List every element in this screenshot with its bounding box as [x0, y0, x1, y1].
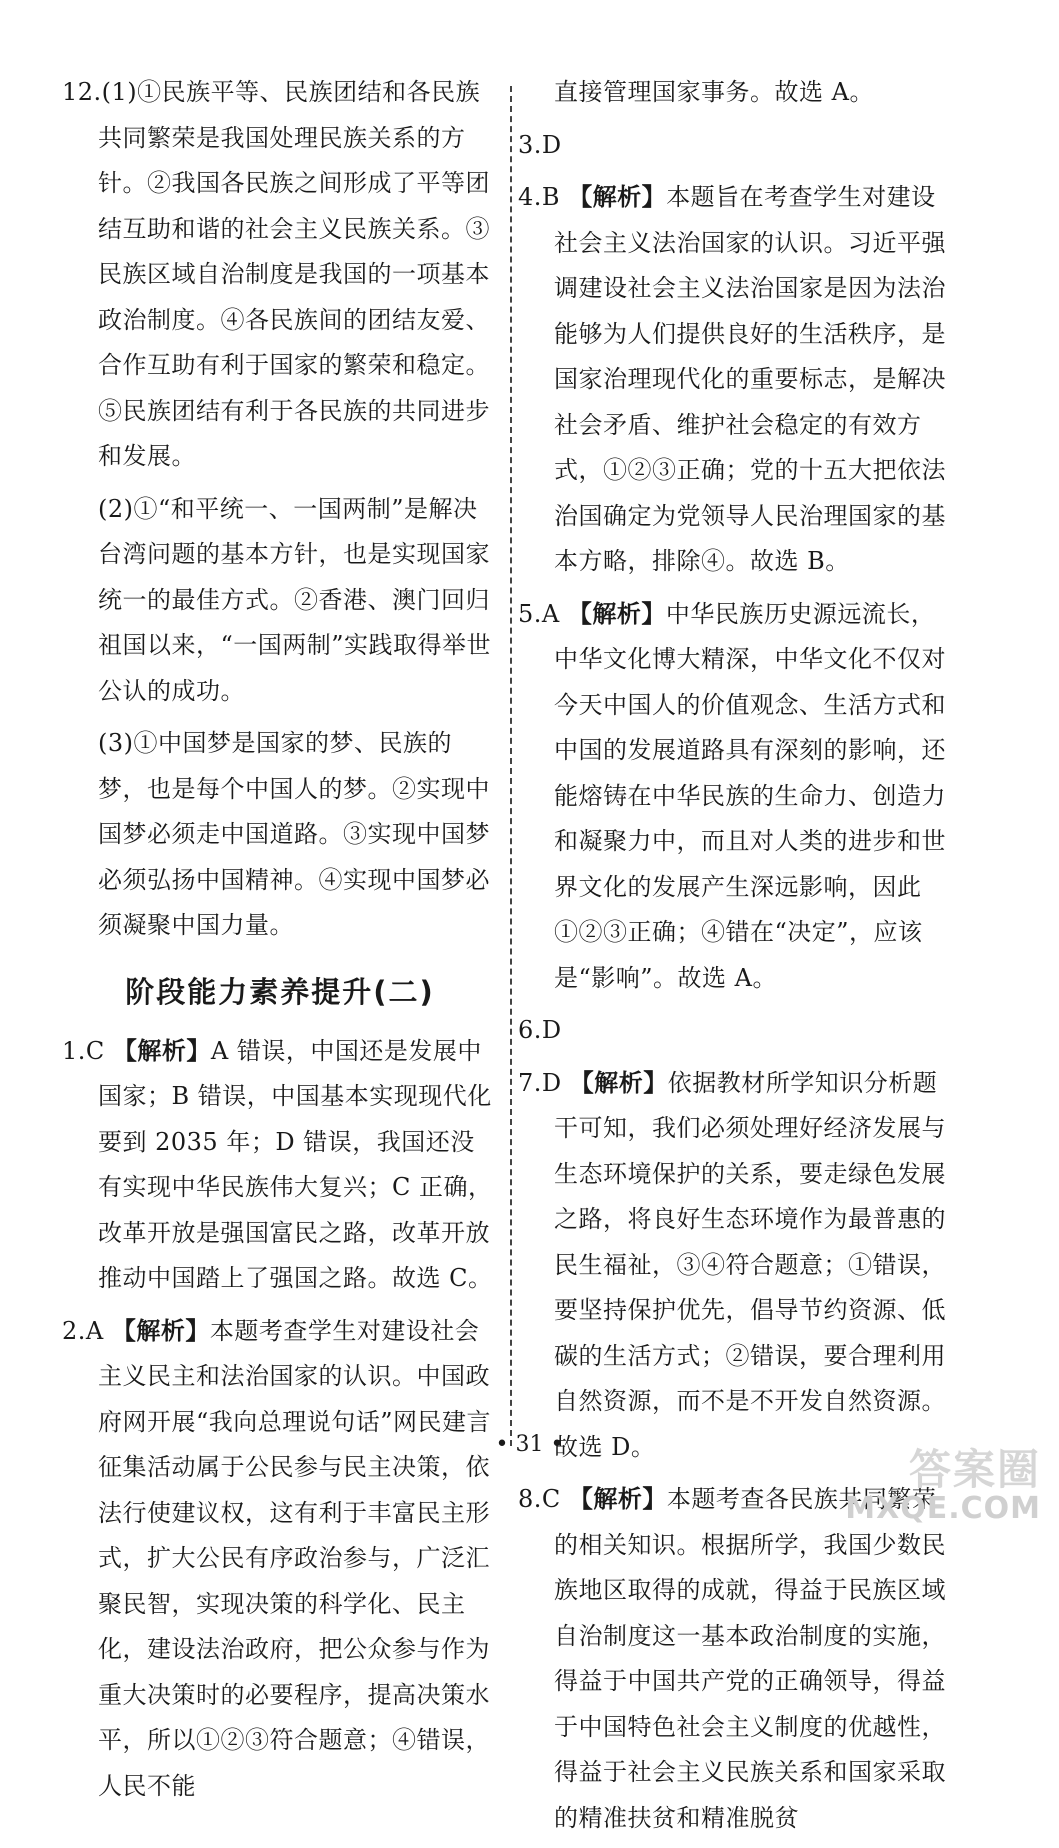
item-number: 5.: [518, 599, 542, 628]
item-number: 3.: [518, 130, 542, 159]
item-text: 本题考查各民族共同繁荣的相关知识。根据所学，我国少数民族地区取得的成就，得益于民族区域自治制度这一基本政治制度的实施，得益于中国共产党的正确领导，得益于中国特色社会主义制度的优越性，得益于社会主义民族关系和国家采取的精准扶贫和精准脱贫: [554, 1485, 946, 1832]
section-title: 阶段能力素养提升(二): [125, 974, 435, 1009]
answer-item-6: [518, 1008, 954, 1054]
answer-item-2: [62, 1309, 498, 1810]
answer-item-12-part2: (2)①“和平统一、一国两制”是解决台湾问题的基本方针，也是实现国家统一的最佳方式。②香港、澳门回归祖国以来，“一国两制”实践取得举世公认的成功。: [98, 494, 492, 705]
analysis-tag: 【解析】: [569, 1068, 668, 1097]
item-answer: D: [541, 130, 562, 159]
item-answer: D: [541, 1068, 562, 1097]
answer-item-3: [518, 123, 954, 169]
left-column: [62, 70, 498, 1816]
item-number: 7.: [518, 1068, 542, 1097]
item-text: A 错误，中国还是发展中国家；B 错误，中国基本实现现代化要到 2035 年；D 错误，我国还没有实现中华民族伟大复兴；C 正确，改革开放是强国富民之路，改革开放推动中国踏上了强国之路。故选 C。: [98, 1036, 493, 1292]
item-answer: C: [85, 1036, 105, 1065]
analysis-tag: 【解析】: [568, 1485, 667, 1513]
right-column: [518, 70, 954, 1848]
answer-item-7: [518, 1061, 954, 1471]
item-answer: B: [541, 183, 561, 211]
item-number: 6.: [518, 1016, 542, 1044]
answer-item-1: [62, 1029, 498, 1302]
item-number: 2.: [62, 1316, 86, 1345]
answer-item-8: [518, 1477, 954, 1841]
answer-item-5: [518, 592, 954, 1002]
analysis-tag: 【解析】: [567, 599, 666, 628]
item-number: 12.: [62, 78, 102, 106]
item-answer: C: [541, 1485, 561, 1513]
answer-item-4: [518, 175, 954, 585]
analysis-tag: 【解析】: [112, 1036, 211, 1065]
item-number: 4.: [518, 183, 542, 211]
analysis-tag: 【解析】: [568, 183, 667, 211]
page-number: • 31 •: [495, 1432, 564, 1457]
watermark-logo: [845, 1435, 1051, 1530]
item-text: 中华民族历史源远流长，中华文化博大精深，中华文化不仅对今天中国人的价值观念、生活方式和中国的发展道路具有深刻的影响，还能熔铸在中华民族的生命力、创造力和凝聚力中，而且对人类的进步和世界文化的发展产生深远影响，因此①②③正确；④错在“决定”，应该是“影响”。故选 A。: [554, 599, 946, 992]
item-number: 8.: [518, 1485, 542, 1513]
item-answer: A: [541, 599, 560, 628]
watermark-text-en: MXQE.COM: [845, 1491, 1041, 1526]
analysis-tag: 【解析】: [111, 1316, 210, 1345]
answer-item-2-continued: 直接管理国家事务。故选 A。: [554, 78, 874, 106]
item-number: 1.: [62, 1036, 86, 1065]
item-answer: A: [85, 1316, 104, 1345]
item-text: 本题旨在考查学生对建设社会主义法治国家的认识。习近平强调建设社会主义法治国家是因为法治能够为人们提供良好的生活秩序，是国家治理现代化的重要标志，是解决社会矛盾、维护社会稳定的有效方式，①②③正确；党的十五大把依法治国确定为党领导人民治理国家的基本方略，排除④。故选 B。: [554, 183, 946, 575]
item-text: 本题考查学生对建设社会主义民主和法治国家的认识。中国政府网开展“我向总理说句话”网民建言征集活动属于公民参与民主决策，依法行使建议权，这有利于丰富民主形式，扩大公民有序政治参与，广泛汇聚民智，实现决策的科学化、民主化，建设法治政府，把公众参与作为重大决策时的必要程序，提高决策水平，所以①②③符合题意；④错误，人民不能: [98, 1316, 492, 1800]
item-text: 依据教材所学知识分析题干可知，我们必须处理好经济发展与生态环境保护的关系，要走绿色发展之路，将良好生态环境作为最普惠的民生福祉，③④符合题意；①错误，要坚持保护优先，倡导节约资源、低碳的生活方式；②错误，要合理利用自然资源，而不是不开发自然资源。故选 D。: [554, 1068, 946, 1461]
column-divider: [510, 86, 512, 1446]
item-answer: D: [541, 1016, 562, 1044]
item-text: (1)①民族平等、民族团结和各民族共同繁荣是我国处理民族关系的方针。②我国各民族之间形成了平等团结互助和谐的社会主义民族关系。③民族区域自治制度是我国的一项基本政治制度。④各民族间的团结友爱、合作互助有利于国家的繁荣和稳定。⑤民族团结有利于各民族的共同进步和发展。: [98, 78, 490, 470]
watermark-text-cn: 答案圈: [908, 1445, 1041, 1494]
answer-item-12-part3: (3)①中国梦是国家的梦、民族的梦，也是每个中国人的梦。②实现中国梦必须走中国道路。③实现中国梦必须弘扬中国精神。④实现中国梦必须凝聚中国力量。: [98, 729, 490, 939]
answer-item-12-part1: [62, 70, 498, 480]
